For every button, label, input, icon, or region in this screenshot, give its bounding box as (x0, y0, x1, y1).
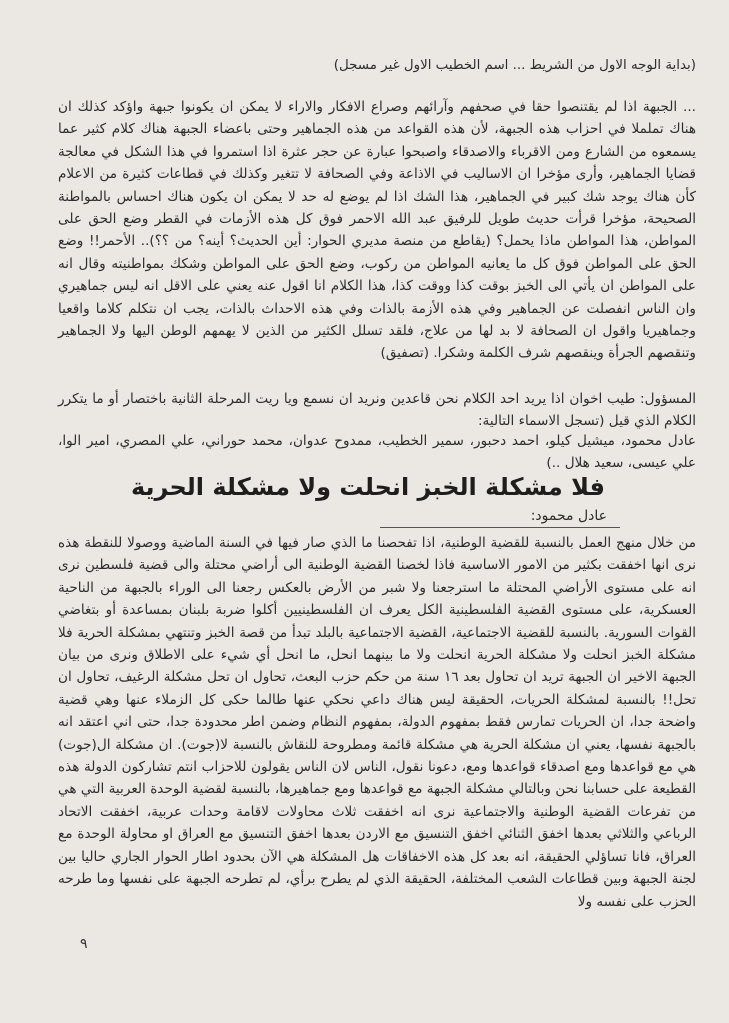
speakers-list: عادل محمود، ميشيل كيلو، احمد دحبور، سمير الخطيب، ممدوح عدوان، محمد حوراني، علي المصري، امير الوا، علي عيسى، سعيد هلال ..) (58, 433, 696, 472)
body-paragraph-3: من خلال منهج العمل بالنسبة للقضية الوطنية، اذا تفحصنا ما الذي صار فيها في السنة الماضية ووصولا للنقطة هذه نرى انها اخفقت بكثير من الامور الاساسية فاذا لخصنا القضية الوطنية الى أراضي محتلة والى قضية فلسطين نرى انه على مستوى الأراضي المحتلة ما استرجعنا ولا شبر من الأرض بالعكس رجعنا الى الوراء بالجبهة من الناحية العسكرية، على مستوى القضية الفلسطينية الكل يعرف ان الفلسطينيين أكلوا ضربة بلبنان بمساعدة أو بتغاضي القوات السورية. بالنسبة للقضية الاجتماعية، القضية الاجتماعية بالبلد تبدأ من قصة الخبز وتنتهي بمشكلة الحرية فلا مشكلة الخبز انحلت ولا مشكلة الحرية انحلت ولا ما بينهما انحل، ما انحل أي شيء على الاطلاق ونرى من بيان الجبهة الاخير ان الجبهة تريد ان تحاول بعد ١٦ سنة من حكم حزب البعث، تحاول ان تحل مشكلة الرغيف، تحاول ان تحل!! بالنسبة لمشكلة الحريات، الحقيقة ليس هناك داعي نحكي عنها طالما حكى كل الزملاء عنها وهي قضية واضحة جدا، ان الحريات تمارس فقط بمفهوم الدولة، بمفهوم النظام وضمن اطر محدودة جدا، حتى اني اعتقد انه بالجبهة نفسها، يعني ان مشكلة الحرية هي مشكلة قائمة ومطروحة للنقاش بالنسبة لا(جوت). ان مشكلة ال(جوت) هي مع قواعدها ومع اصدقاء قواعدها ومع، دعونا نقول، الناس لان الناس يقولون للاحزاب انتم تشاركون الدولة هذه القطيعة على حسابنا نحن وبالتالي مشكلة الجبهة مع قواعدها ومع جماهيرها، بالنسبة لقضية الوحدة العربية التي هي من تفرعات القضية الوطنية والاجتماعية نرى انه اخفقت ثلاث محاولات لاقامة وحدات عربية، اخفقت الاتحاد الرباعي والثلاثي بعدها اخفق الثنائي اخفق التنسيق مع الاردن بعدها اخفق التنسيق مع العراق او محاولة الوحدة مع العراق، فانا تساؤلي الحقيقة، انه بعد كل هذه الاخفاقات هل المشكلة هي الآن بحدود اطار الحوار الجاري حاليا بين لجنة الجبهة وبين قطاعات الشعب المختلفة، الحقيقة الذي لم يطرح برأي، لم تطرحه الجبهة على نفسها وما طرحه الحزب على نفسه ولا (58, 535, 696, 910)
section-title: فلا مشكلة الخبز انحلت ولا مشكلة الحرية (130, 473, 606, 501)
moderator-paragraph: المسؤول: طيب اخوان اذا يريد احد الكلام نحن قاعدين ونريد ان نسمع ويا ريت المرحلة الثانية باختصار أو ما يتكرر الكلام الذي قيل (تسجل الاسماء التالية: (58, 391, 696, 430)
page-number: ٩ (80, 936, 88, 952)
body-paragraph-1: ... الجبهة اذا لم يقتنصوا حقا في صحفهم وآرائهم وصراع الافكار والاراء لا يمكن ان يكونوا جبهة واؤكد كذلك ان هناك تململا في احزاب هذه الجبهة، لأن هذه القواعد من هذه الجماهير وحتى باعضاء الجبهة هناك كلام كثير عما يسمعوه من الشارع ومن الاقرباء والاصدقاء واصبحوا عبارة عن حجر عثرة اذا استمروا في هذا الشكل في معالجة قضايا الجماهير، وأرى مؤخرا ان الاساليب في الاذاعة وفي الصحافة لا تتغير وكذلك في قطاعات كثيرة من الاعلام كأن هناك يوجد شك كبير في الجماهير، هذا الشك اذا لم يوضع له حد لا يمكن ان يكون هناك احساس بالمواطنة الصحيحة، مؤخرا قرأت حديث طويل للرفيق عبد الله الاحمر فوق كل هذه الأزمات في القطر وضع الحق على المواطن، هذا المواطن ماذا يحمل؟ (يقاطع من منصة مديري الحوار: أين الحديث؟ أينه؟ من ؟؟).. الأحمر!! وضع الحق على المواطن فوق كل ما يعانيه المواطن من ركوب، وضع الحق على المواطن وشكك بمواطنيته وقال انه على المواطن ان يأتي الى الخبز بوقت كذا ووقت كذا، هذا الكلام انا اقول عنه يعني على الاقل انه ليس جماهيري وان الناس انفصلت عن الجماهير وفي هذه الأزمة بالذات وفي هذه الاحداث بالذات، يجب ان نتكلم كلاما واقعيا وجماهيريا واقول ان الصحافة لا بد لها من علاج، فلقد تسلل الكثير من الذين لا يهمهم الوطن اليها ولا الجماهير وتنقصهم الجرأة وينقصهم شرف الكلمة وشكرا. (تصفيق) (58, 99, 696, 362)
speaker-name: عادل محمود: (530, 508, 607, 524)
tape-header-note: (بداية الوجه الاول من الشريط ... اسم الخطيب الاول غير مسجل) (333, 58, 696, 73)
speaker-underline (380, 527, 620, 528)
